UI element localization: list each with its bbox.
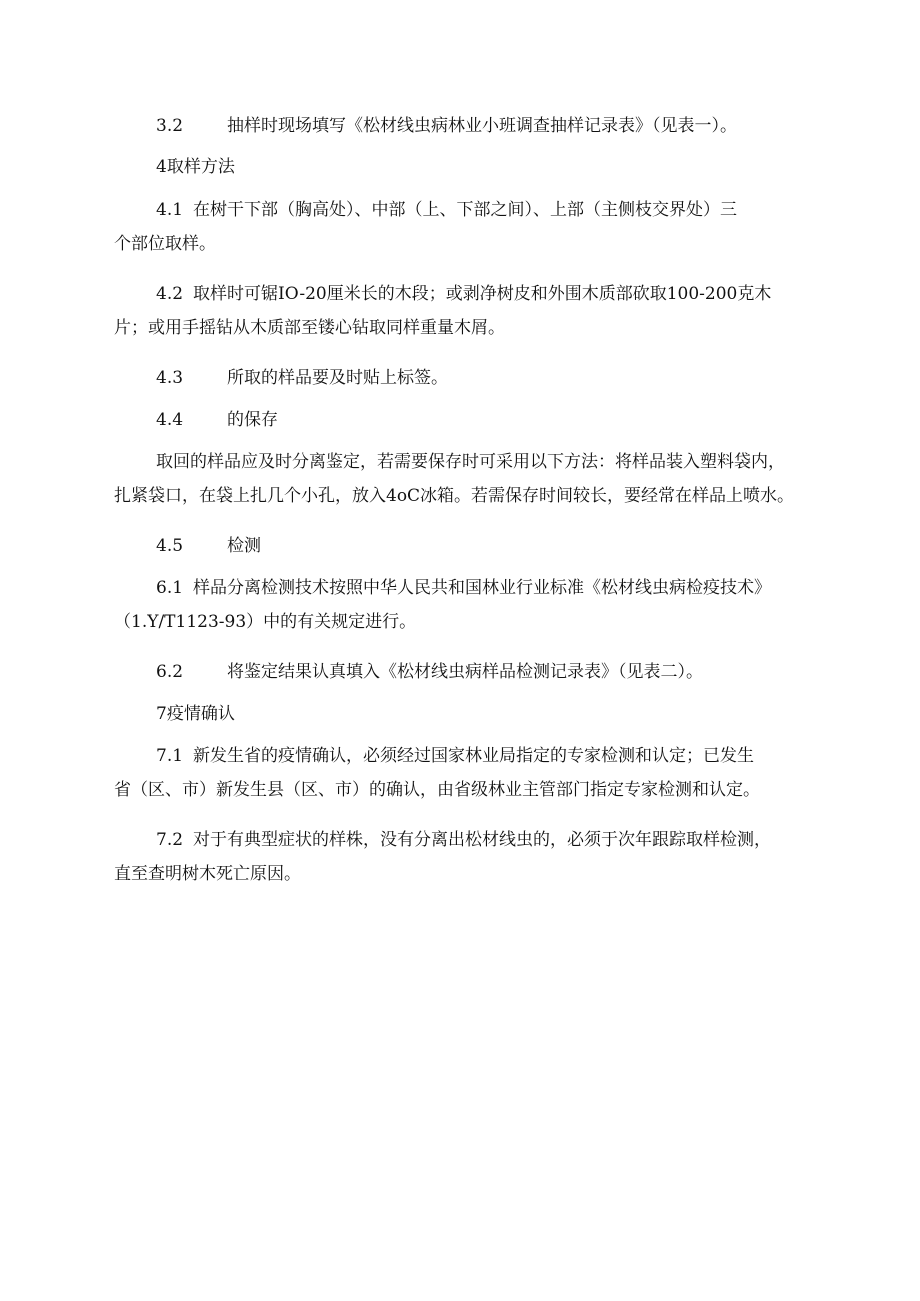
paragraph-line-2: 个部位取样。	[114, 234, 216, 254]
paragraph-line-1: 对于有典型症状的样株，没有分离出松材线虫的，必须于次年跟踪取样检测，	[193, 830, 772, 850]
section-number: 6.2	[156, 662, 184, 682]
paragraph-text: 检测	[227, 536, 262, 556]
section-heading-7	[114, 697, 824, 731]
paragraph-line-2: （1.Y/T1123-93）中的有关规定进行。	[114, 612, 417, 632]
paragraph-4-4	[114, 403, 824, 437]
heading-text: 7疫情确认	[156, 704, 235, 724]
section-number: 4.4	[156, 410, 184, 430]
paragraph-4-1	[114, 193, 824, 261]
section-number: 6.1	[156, 578, 184, 598]
paragraph-line-1: 新发生省的疫情确认，必须经过国家林业局指定的专家检测和认定；已发生	[193, 746, 755, 766]
paragraph-3-2	[114, 109, 824, 143]
paragraph-line-2: 直至查明树木死亡原因。	[114, 864, 301, 884]
heading-text: 4取样方法	[156, 157, 235, 177]
paragraph-text: 所取的样品要及时贴上标签。	[227, 368, 449, 388]
paragraph-line-1: 取样时可锯IO-20厘米长的木段；或剥净树皮和外围木质部砍取100-200克木	[193, 284, 772, 304]
paragraph-line-2: 扎紧袋口，在袋上扎几个小孔，放入4oC冰箱。若需保存时间较长，要经常在样品上喷水。	[114, 486, 795, 506]
paragraph-line-1: 取回的样品应及时分离鉴定，若需要保存时可采用以下方法：将样品装入塑料袋内，	[156, 452, 785, 472]
section-number: 3.2	[156, 116, 184, 136]
paragraph-line-1: 在树干下部（胸高处）、中部（上、下部之间）、上部（主侧枝交界处）三	[193, 200, 738, 220]
paragraph-text: 将鉴定结果认真填入《松材线虫病样品检测记录表》（见表二）。	[227, 662, 704, 682]
paragraph-4-3	[114, 361, 824, 395]
paragraph-storage	[114, 445, 824, 513]
section-number: 7.1	[156, 746, 184, 766]
paragraph-line-2: 省（区、市）新发生县（区、市）的确认，由省级林业主管部门指定专家检测和认定。	[114, 780, 760, 800]
section-number: 4.1	[156, 200, 184, 220]
section-number: 4.5	[156, 536, 184, 556]
paragraph-text: 抽样时现场填写《松材线虫病林业小班调查抽样记录表》（见表一）。	[227, 116, 738, 136]
paragraph-6-1	[114, 571, 824, 639]
paragraph-line-1: 样品分离检测技术按照中华人民共和国林业行业标准《松材线虫病检疫技术》	[193, 578, 772, 598]
paragraph-line-2: 片；或用手摇钻从木质部至镂心钻取同样重量木屑。	[114, 318, 505, 338]
paragraph-7-1	[114, 739, 824, 807]
section-number: 4.2	[156, 284, 184, 304]
paragraph-text: 的保存	[227, 410, 279, 430]
paragraph-6-2	[114, 655, 824, 689]
paragraph-4-2	[114, 277, 824, 345]
section-number: 4.3	[156, 368, 184, 388]
section-heading-4	[114, 150, 824, 184]
paragraph-7-2	[114, 823, 824, 891]
section-number: 7.2	[156, 830, 184, 850]
paragraph-4-5	[114, 529, 824, 563]
